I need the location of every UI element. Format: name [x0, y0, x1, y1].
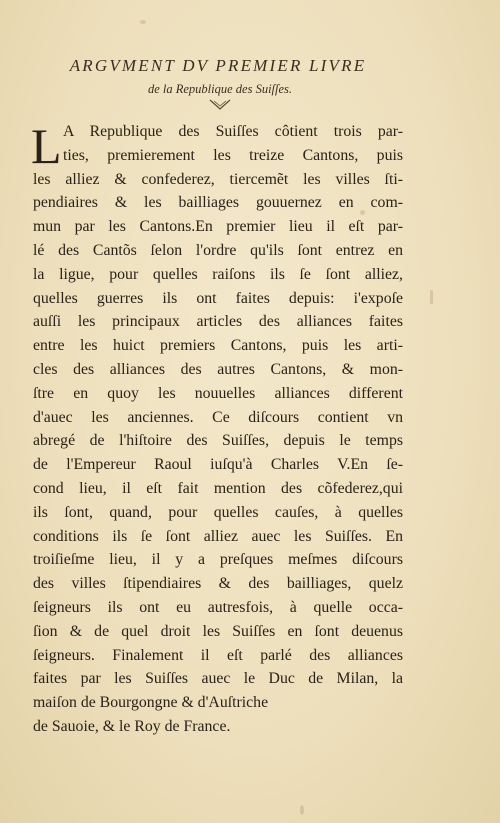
text-line: de l'Empereur Raoul iuſqu'à Charles V.En ſe-: [33, 456, 403, 474]
text-line: maiſon de Bourgongne & d'Auſtriche: [33, 694, 269, 712]
text-line: abregé de l'hiſtoire des Suiſſes, depuis le temps: [33, 432, 403, 450]
text-line: les alliez & confederez, tiercemẽt les villes ſti-: [33, 170, 403, 188]
text-line: ils ſont, quand, pour quelles cauſes, à quelles: [33, 503, 403, 521]
text-line: d'auec les anciennes. Ce diſcours contient vn: [33, 408, 403, 426]
text-line: ſeigneurs ils ont eu autresfois, à quelle occa-: [33, 598, 403, 616]
text-line: faites par les Suiſſes auec le Duc de Milan, la: [33, 670, 403, 688]
ornament-icon: [208, 98, 232, 112]
text-line: ties, premierement les treize Cantons, puis: [63, 146, 403, 164]
text-line: la ligue, pour quelles raiſons ils ſe ſont alliez,: [33, 265, 403, 283]
text-line: quelles guerres ils ont faites depuis: i'expoſe: [33, 289, 403, 307]
text-line: conditions ils ſe ſont alliez auec les Suiſſes. En: [33, 527, 403, 545]
text-line: de Sauoie, & le Roy de France.: [33, 717, 231, 735]
text-line: ſtre en quoy les nouuelles alliances different: [33, 384, 403, 402]
text-line: cond lieu, il eſt fait mention des cõfederez,qui: [33, 479, 403, 497]
text-line: pendiaires & les bailliages gouuernez en com-: [33, 194, 403, 212]
text-line: cles des alliances des autres Cantons, & mon-: [33, 360, 403, 378]
text-line: ſeigneurs. Finalement il eſt parlé des alliances: [33, 646, 403, 664]
paper-stain: [300, 805, 304, 815]
text-line: ſion & de quel droit les Suiſſes en ſont deuenus: [33, 622, 403, 640]
text-line: entre les huict premiers Cantons, puis les arti-: [33, 337, 403, 355]
argument-subtitle: de la Republique des Suiſſes.: [147, 82, 293, 96]
text-line: lé des Cantõs ſelon l'ordre qu'ils ſont entrez en: [33, 241, 403, 259]
text-line: A Republique des Suiſſes côtient trois par-: [63, 123, 403, 140]
text-line: mun par les Cantons.En premier lieu il eſt par-: [33, 218, 403, 236]
argument-text: [33, 120, 403, 739]
drop-cap: L: [31, 118, 62, 174]
paper-stain: [140, 20, 146, 24]
text-line: des villes ſtipendiaires & des bailliages, quelz: [33, 575, 403, 593]
paper-stain: [430, 290, 433, 304]
text-line: troiſieſme lieu, il y a preſques meſmes diſcours: [33, 551, 403, 569]
text-line: auſſi les principaux articles des alliances faites: [33, 313, 403, 331]
argument-title: ARGVMENT DV PREMIER LIVRE: [69, 56, 367, 75]
